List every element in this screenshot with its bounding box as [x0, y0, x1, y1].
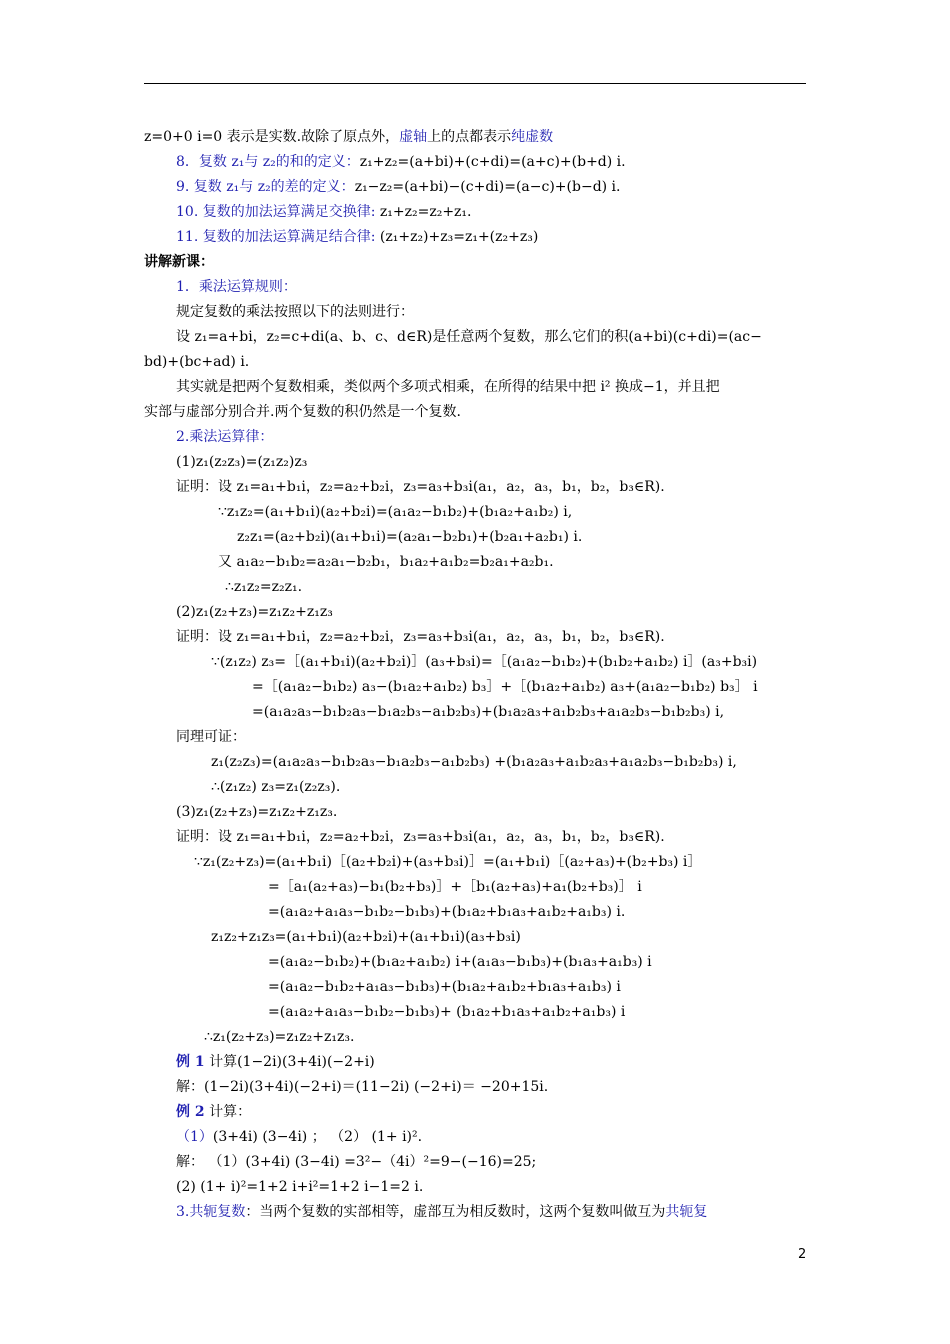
text-segment: （1）: [176, 1129, 213, 1145]
text-segment: 例 2: [176, 1104, 205, 1120]
text-line: [194, 853, 701, 871]
text-segment: 1．乘法运算规则：: [176, 279, 297, 295]
text-line: [204, 1028, 354, 1046]
text-line: [144, 353, 249, 371]
text-line: [176, 728, 246, 746]
text-segment: 虚轴: [399, 129, 428, 145]
text-line: [176, 278, 297, 296]
text-segment: z₂z₁=(a₂+b₂i)(a₁+b₁i)=(a₂a₁−b₂b₁)+(b₂a₁+a₂b₁) i.: [237, 529, 583, 545]
text-segment: 其实就是把两个复数相乘，类似两个多项式相乘，在所得的结果中把 i² 换成−1，并且把: [176, 379, 720, 395]
text-segment: z₁−z₂=(a+bi)−(c+di)=(a−c)+(b−d) i.: [354, 179, 621, 195]
text-line: [176, 203, 471, 221]
text-segment: (1)z₁(z₂z₃)=(z₁z₂)z₃: [176, 454, 308, 470]
text-segment: =［a₁(a₂+a₃)−b₁(b₂+b₃)］+［b₁(a₂+a₃)+a₁(b₂+b₃)］ i: [268, 879, 642, 895]
text-segment: 规定复数的乘法按照以下的法则进行：: [176, 304, 414, 320]
text-line: [176, 228, 538, 246]
text-segment: 上的点都表示: [427, 129, 512, 145]
text-segment: =(a₁a₂+a₁a₃−b₁b₂−b₁b₃)+(b₁a₂+b₁a₃+a₁b₂+a₁b₃) i.: [268, 904, 626, 920]
text-segment: =(a₁a₂−b₁b₂)+(b₁a₂+a₁b₂) i+(a₁a₃−b₁b₃)+(b₁a₃+a₁b₃) i: [268, 954, 652, 970]
text-segment: bd)+(bc+ad) i.: [144, 354, 250, 370]
text-line: [252, 703, 724, 721]
text-line: [268, 903, 625, 921]
text-line: [176, 328, 762, 346]
text-line: [176, 303, 414, 321]
text-segment: =(a₁a₂−b₁b₂+a₁a₃−b₁b₃)+(b₁a₂+a₁b₂+b₁a₃+a₁b₃) i: [268, 979, 621, 995]
text-line: [176, 1128, 422, 1146]
text-segment: 证明：设 z₁=a₁+b₁i，z₂=a₂+b₂i，z₃=a₃+b₃i(a₁，a₂，a₃，b₁，b₂，b₃∈R).: [176, 479, 665, 495]
text-segment: 纯虚数: [511, 129, 554, 145]
text-segment: 3.共轭复数: [176, 1204, 246, 1220]
text-line: [268, 953, 652, 971]
text-segment: 共轭复: [665, 1204, 708, 1220]
text-segment: 10. 复数的加法运算满足交换律:: [176, 204, 376, 220]
text-segment: (2)z₁(z₂+z₃)=z₁z₂+z₁z₃: [176, 604, 333, 620]
text-line: [252, 678, 758, 696]
text-line: [211, 778, 340, 796]
text-line: [218, 553, 554, 571]
text-segment: 解：(1−2i)(3+4i)(−2+i)＝(11−2i) (−2+i)＝ −20+15i.: [176, 1079, 549, 1095]
text-segment: =(a₁a₂a₃−b₁b₂a₃−b₁a₂b₃−a₁b₂b₃)+(b₁a₂a₃+a₁b₂b₃+a₁a₂b₃−b₁b₂b₃) i,: [252, 704, 725, 720]
text-line: [176, 378, 720, 396]
text-line: [176, 603, 333, 621]
text-line: [176, 828, 665, 846]
text-line: [237, 528, 582, 546]
text-line: [176, 428, 273, 446]
text-line: [144, 128, 553, 146]
text-segment: ∴z₁(z₂+z₃)=z₁z₂+z₁z₃.: [204, 1029, 355, 1045]
text-line: [268, 878, 642, 896]
text-segment: 证明：设 z₁=a₁+b₁i，z₂=a₂+b₂i，z₃=a₃+b₃i(a₁，a₂，a₃，b₁，b₂，b₃∈R).: [176, 629, 665, 645]
text-segment: ∵z₁z₂=(a₁+b₁i)(a₂+b₂i)=(a₁a₂−b₁b₂)+(b₁a₂+a₁b₂) i,: [218, 504, 573, 520]
text-line: [218, 503, 572, 521]
text-segment: 计算(1−2i)(3+4i)(−2+i): [204, 1054, 375, 1070]
text-segment: =［(a₁a₂−b₁b₂) a₃−(b₁a₂+a₁b₂) b₃］+［(b₁a₂+a₁b₂) a₃+(a₁a₂−b₁b₂) b₃］ i: [252, 679, 758, 695]
text-line: [144, 253, 214, 271]
text-segment: z=0+0 i=0 表示是实数.故除了原点外，: [144, 129, 400, 145]
text-segment: 解： （1）(3+4i) (3−4i) =3²−（4i）²=9−(−16)=25;: [176, 1154, 537, 1170]
text-segment: 同理可证：: [176, 729, 246, 745]
text-segment: ∴(z₁z₂) z₃=z₁(z₂z₃).: [211, 779, 341, 795]
text-line: [176, 1078, 548, 1096]
text-line: [176, 1178, 423, 1196]
text-segment: 计算：: [204, 1104, 252, 1120]
text-segment: ∴z₁z₂=z₂z₁.: [225, 579, 303, 595]
text-segment: 证明：设 z₁=a₁+b₁i，z₂=a₂+b₂i，z₃=a₃+b₃i(a₁，a₂，a₃，b₁，b₂，b₃∈R).: [176, 829, 665, 845]
text-segment: (z₁+z₂)+z₃=z₁+(z₂+z₃): [375, 229, 539, 245]
text-line: [211, 753, 737, 771]
text-line: [176, 1053, 375, 1071]
text-line: [176, 153, 626, 171]
text-segment: 9. 复数 z₁与 z₂的差的定义：: [176, 179, 355, 195]
text-segment: z₁+z₂=z₂+z₁.: [375, 204, 472, 220]
header-rule: [144, 83, 806, 84]
text-line: [268, 978, 621, 996]
text-line: [211, 653, 757, 671]
text-line: [268, 1003, 625, 1021]
text-line: [176, 803, 337, 821]
text-segment: z₁+z₂=(a+bi)+(c+di)=(a+c)+(b+d) i.: [359, 154, 626, 170]
text-segment: 例 1: [176, 1054, 205, 1070]
text-segment: 设 z₁=a+bi，z₂=c+di(a、b、c、d∈R)是任意两个复数，那么它们的积(a+bi)(c+di)=(ac−: [176, 329, 762, 345]
text-segment: ∵z₁(z₂+z₃)=(a₁+b₁i)［(a₂+b₂i)+(a₃+b₃i)］=(a₁+b₁i)［(a₂+a₃)+(b₂+b₃) i］: [194, 854, 702, 870]
text-line: [176, 1103, 251, 1121]
text-segment: 实部与虚部分别合并.两个复数的积仍然是一个复数.: [144, 404, 461, 420]
text-line: [144, 403, 461, 421]
text-line: [176, 478, 665, 496]
text-line: [211, 928, 521, 946]
text-segment: 11. 复数的加法运算满足结合律:: [176, 229, 376, 245]
text-line: [176, 1203, 707, 1221]
text-segment: ∵(z₁z₂) z₃=［(a₁+b₁i)(a₂+b₂i)］(a₃+b₃i)=［(a₁a₂−b₁b₂)+(b₁b₂+a₁b₂) i］(a₃+b₃i): [211, 654, 758, 670]
text-segment: z₁(z₂z₃)=(a₁a₂a₃−b₁b₂a₃−b₁a₂b₃−a₁b₂b₃) +(b₁a₂a₃+a₁b₂a₃+a₁a₂b₃−b₁b₂b₃) i,: [211, 754, 737, 770]
text-line: [176, 628, 665, 646]
text-segment: z₁z₂+z₁z₃=(a₁+b₁i)(a₂+b₂i)+(a₁+b₁i)(a₃+b₃i): [211, 929, 521, 945]
text-line: [176, 1153, 536, 1171]
text-segment: =(a₁a₂+a₁a₃−b₁b₂−b₁b₃)+ (b₁a₂+b₁a₃+a₁b₂+a₁b₃) i: [268, 1004, 626, 1020]
text-segment: 讲解新课：: [144, 254, 214, 270]
text-line: [176, 178, 621, 196]
text-segment: (3+4i) (3−4i) ； （2） (1+ i)².: [212, 1129, 423, 1145]
text-segment: ：当两个复数的实部相等，虚部互为相反数时，这两个复数叫做互为: [245, 1204, 666, 1220]
text-segment: 8．复数 z₁与 z₂的和的定义：: [176, 154, 360, 170]
text-segment: 又 a₁a₂−b₁b₂=a₂a₁−b₂b₁，b₁a₂+a₁b₂=b₂a₁+a₂b₁.: [218, 554, 554, 570]
text-segment: (3)z₁(z₂+z₃)=z₁z₂+z₁z₃.: [176, 804, 338, 820]
page-number: 2: [798, 1247, 807, 1262]
text-segment: 2.乘法运算律：: [176, 429, 274, 445]
text-segment: (2) (1+ i)²=1+2 i+i²=1+2 i−1=2 i.: [176, 1179, 424, 1195]
text-line: [176, 453, 307, 471]
text-line: [225, 578, 302, 596]
